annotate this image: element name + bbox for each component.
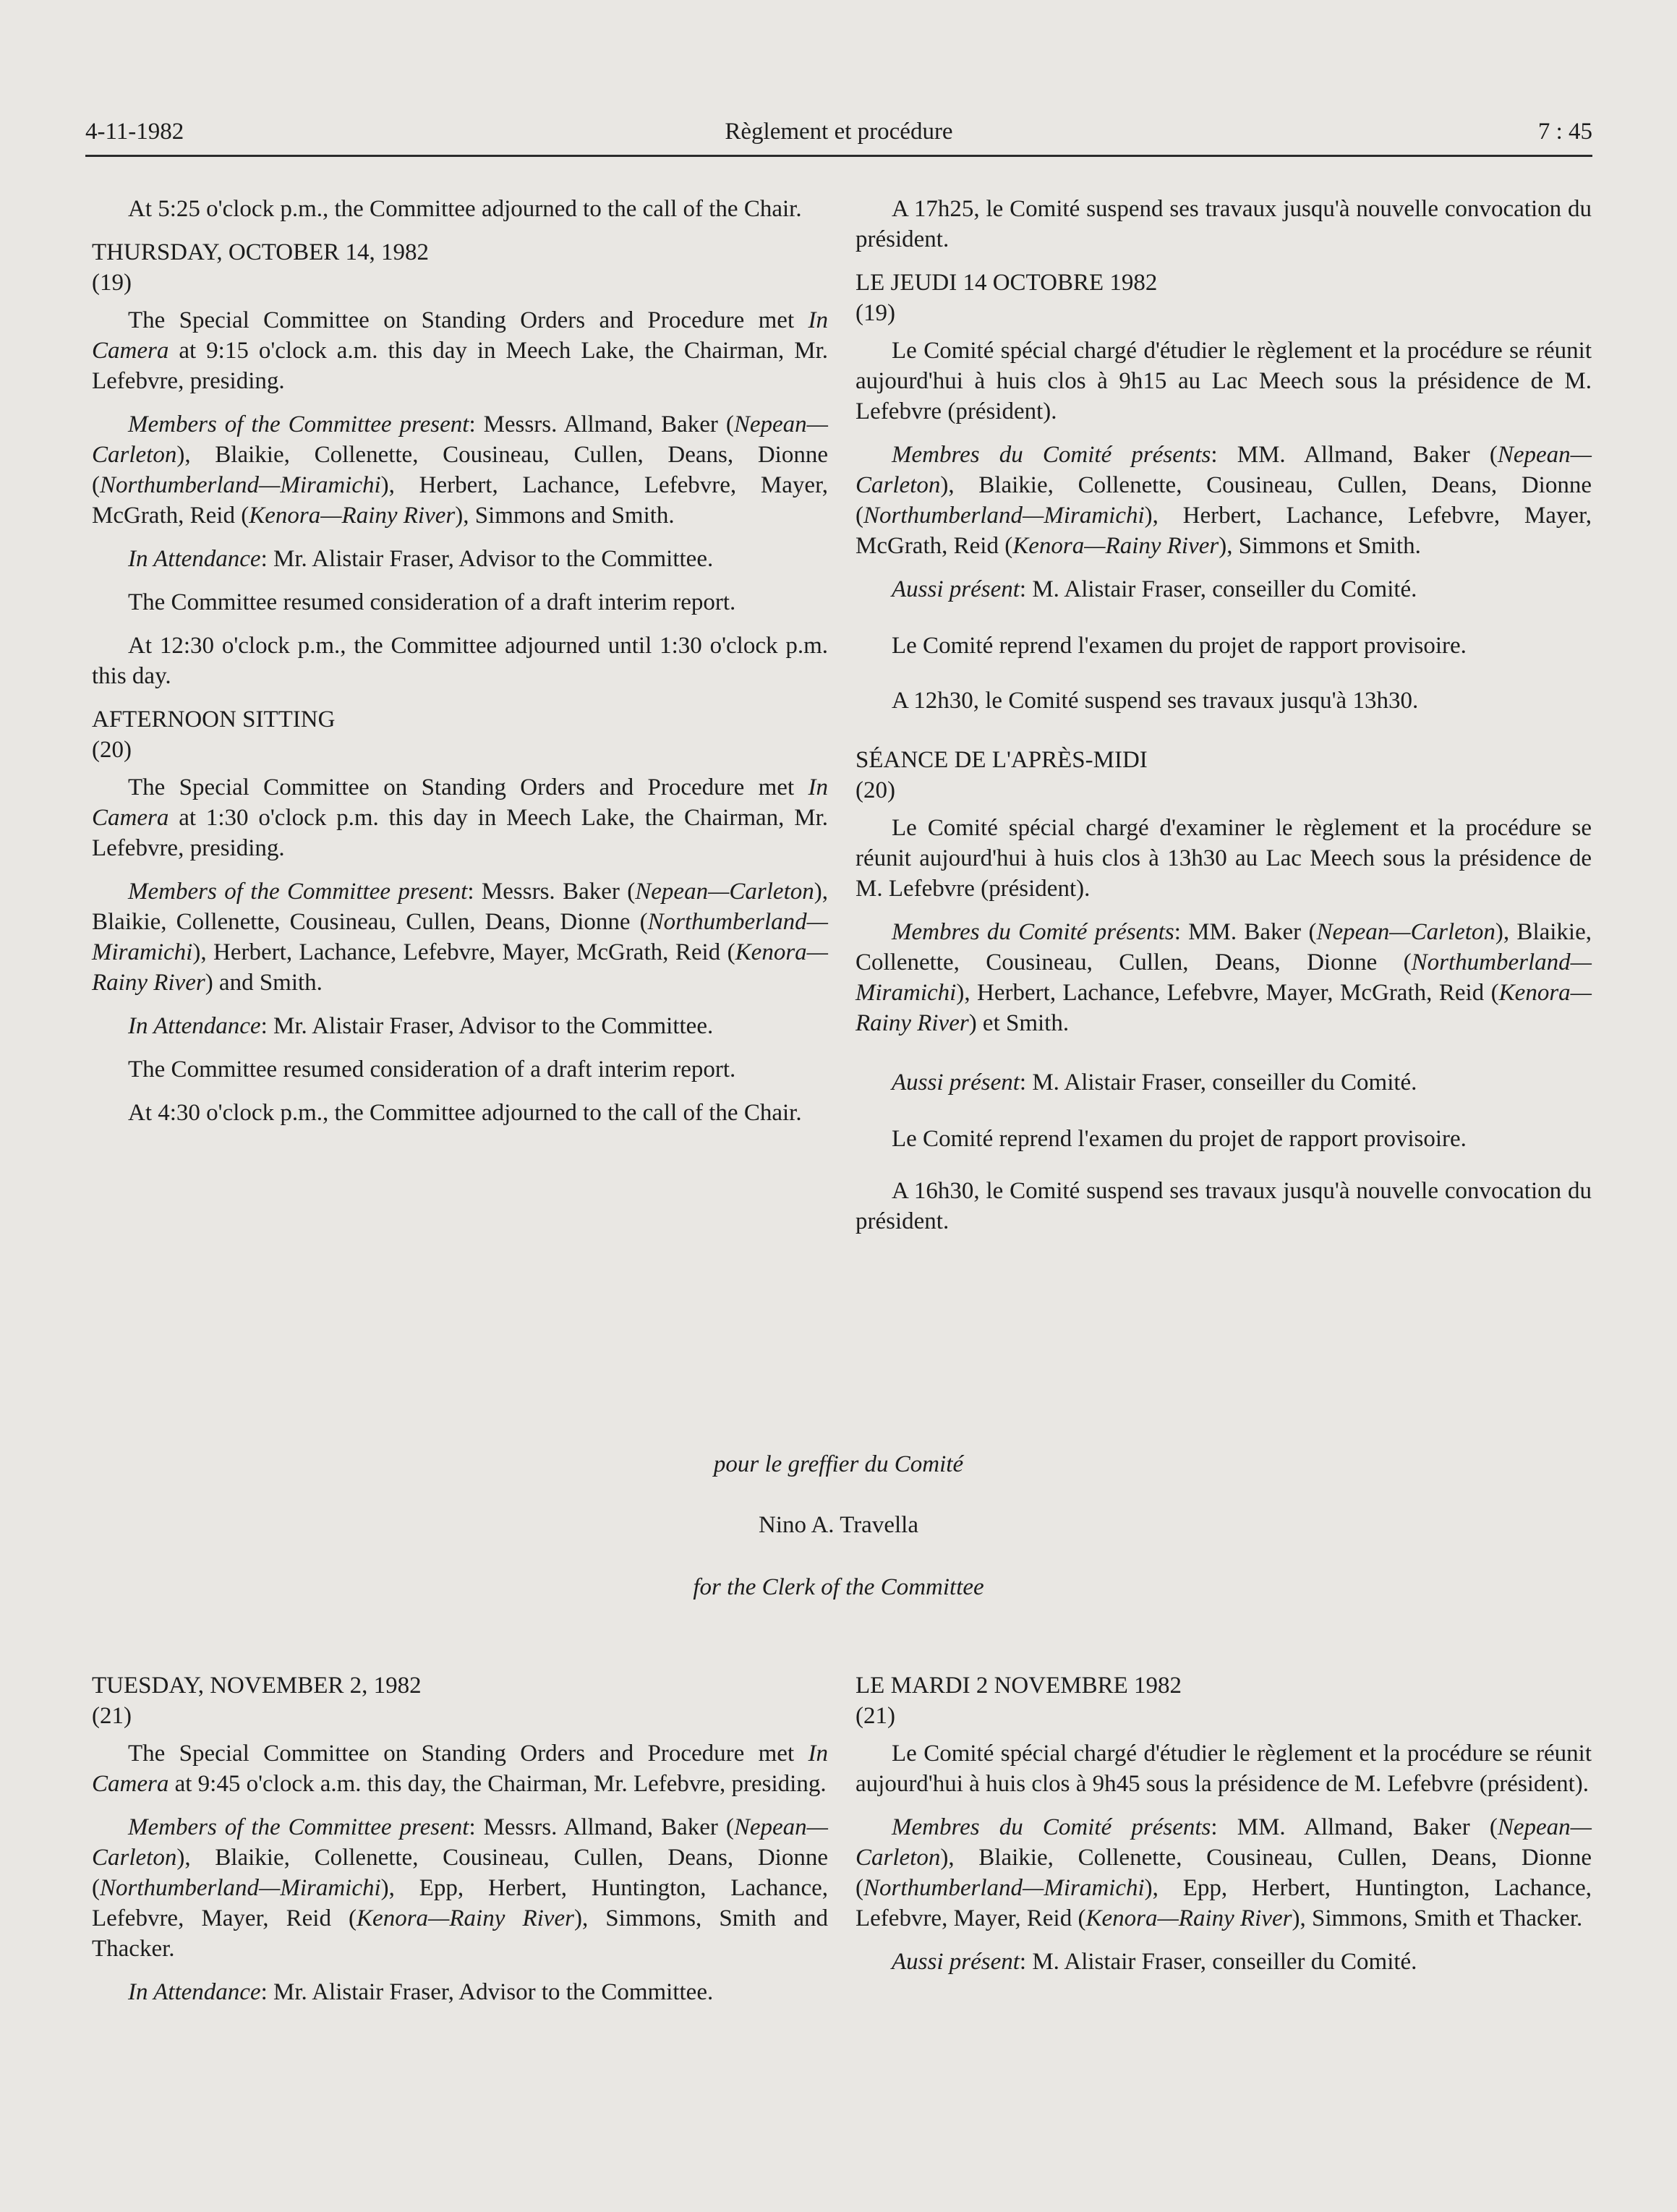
- meeting-paragraph: Le Comité spécial chargé d'étudier le règlement et la procédure se réunit aujourd'hui à huis clos à 9h15 au Lac Meech sous la présidence de M. Lefebvre (président).: [855, 338, 1592, 424]
- sitting-heading: TUESDAY, NOVEMBER 2, 1982: [92, 1673, 422, 1699]
- english-column-top: [92, 194, 828, 1141]
- header-page-number: 7 : 45: [1537, 119, 1592, 145]
- attendance-paragraph: Aussi présent: M. Alistair Fraser, conseiller du Comité.: [892, 1069, 1417, 1096]
- signature-french-role: pour le greffier du Comité: [713, 1451, 964, 1477]
- signature-english-role: for the Clerk of the Committee: [693, 1574, 984, 1600]
- adjournment-paragraph: A 17h25, le Comité suspend ses travaux jusqu'à nouvelle convocation du président.: [855, 196, 1592, 252]
- resumed-paragraph: The Committee resumed consideration of a draft interim report.: [128, 1056, 736, 1082]
- attendance-paragraph: Aussi présent: M. Alistair Fraser, conseiller du Comité.: [892, 1949, 1417, 1975]
- meeting-paragraph: Le Comité spécial chargé d'examiner le règlement et la procédure se réunit aujourd'hui à huis clos à 13h30 au Lac Meech sous la présidence de M. Lefebvre (président).: [855, 815, 1592, 902]
- attendance-paragraph: In Attendance: Mr. Alistair Fraser, Advisor to the Committee.: [128, 1013, 714, 1039]
- resumed-paragraph: Le Comité reprend l'examen du projet de rapport provisoire.: [892, 633, 1467, 659]
- attendance-paragraph: In Attendance: Mr. Alistair Fraser, Advisor to the Committee.: [128, 546, 714, 572]
- adjournment-paragraph: A 12h30, le Comité suspend ses travaux jusqu'à 13h30.: [892, 688, 1419, 714]
- sitting-heading: THURSDAY, OCTOBER 14, 1982: [92, 239, 430, 265]
- sitting-heading: SÉANCE DE L'APRÈS-MIDI: [855, 747, 1148, 773]
- meeting-paragraph: The Special Committee on Standing Orders and Procedure met In Camera at 9:15 o'clock a.m. this day in Meech Lake, the Chairman, Mr. Lefebvre, presiding.: [92, 307, 828, 394]
- adjournment-paragraph: At 12:30 o'clock p.m., the Committee adjourned until 1:30 o'clock p.m. this day.: [92, 633, 828, 689]
- attendance-paragraph: In Attendance: Mr. Alistair Fraser, Advisor to the Committee.: [128, 1979, 714, 2005]
- members-paragraph: Membres du Comité présents: MM. Allmand, Baker (Nepean—Carleton), Blaikie, Collenette, Cousineau, Cullen, Deans, Dionne (Northumberland—Miramichi), Epp, Herbert, Huntington, Lachance, Lefebvre, Mayer, Reid (Kenora—Rainy River), Simmons, Smith et Thacker.: [855, 1814, 1592, 1931]
- sitting-number: (19): [855, 300, 895, 326]
- adjournment-paragraph: At 4:30 o'clock p.m., the Committee adjourned to the call of the Chair.: [128, 1100, 802, 1126]
- sitting-number: (21): [855, 1703, 895, 1729]
- meeting-paragraph: Le Comité spécial chargé d'étudier le règlement et la procédure se réunit aujourd'hui à huis clos à 9h45 sous la présidence de M. Lefebvre (président).: [855, 1741, 1592, 1797]
- signature-name: Nino A. Travella: [759, 1512, 918, 1538]
- meeting-paragraph: The Special Committee on Standing Orders and Procedure met In Camera at 1:30 o'clock p.m. this day in Meech Lake, the Chairman, Mr. Lefebvre, presiding.: [92, 774, 828, 861]
- members-paragraph: Membres du Comité présents: MM. Baker (Nepean—Carleton), Blaikie, Collenette, Cousineau, Cullen, Deans, Dionne (Northumberland—Miramichi), Herbert, Lachance, Lefebvre, Mayer, McGrath, Reid (Kenora—Rainy River) et Smith.: [855, 919, 1592, 1036]
- french-column-bottom: [855, 1670, 1592, 1990]
- sitting-number: (19): [92, 270, 132, 296]
- members-paragraph: Members of the Committee present: Messrs. Allmand, Baker (Nepean—Carleton), Blaikie, Collenette, Cousineau, Cullen, Deans, Dionne (Northumberland—Miramichi), Herbert, Lachance, Lefebvre, Mayer, McGrath, Reid (Kenora—Rainy River), Simmons and Smith.: [92, 411, 828, 529]
- french-column-top: [855, 194, 1592, 1250]
- adjournment-paragraph: A 16h30, le Comité suspend ses travaux jusqu'à nouvelle convocation du président.: [855, 1178, 1592, 1234]
- sitting-number: (21): [92, 1703, 132, 1729]
- sitting-heading: LE JEUDI 14 OCTOBRE 1982: [855, 270, 1158, 296]
- attendance-paragraph: Aussi présent: M. Alistair Fraser, conseiller du Comité.: [892, 576, 1417, 602]
- running-header: [85, 117, 1592, 157]
- english-column-bottom: [92, 1670, 828, 2020]
- sitting-number: (20): [92, 737, 132, 763]
- meeting-paragraph: The Special Committee on Standing Orders and Procedure met In Camera at 9:45 o'clock a.m. this day, the Chairman, Mr. Lefebvre, presiding.: [92, 1741, 828, 1797]
- sitting-heading: LE MARDI 2 NOVEMBRE 1982: [855, 1673, 1182, 1699]
- members-paragraph: Members of the Committee present: Messrs. Baker (Nepean—Carleton), Blaikie, Collenette, Cousineau, Cullen, Deans, Dionne (Northumberland—Miramichi), Herbert, Lachance, Lefebvre, Mayer, McGrath, Reid (Kenora—Rainy River) and Smith.: [92, 879, 828, 996]
- members-paragraph: Members of the Committee present: Messrs. Allmand, Baker (Nepean—Carleton), Blaikie, Collenette, Cousineau, Cullen, Deans, Dionne (Northumberland—Miramichi), Epp, Herbert, Huntington, Lachance, Lefebvre, Mayer, Reid (Kenora—Rainy River), Simmons, Smith and Thacker.: [92, 1814, 828, 1962]
- resumed-paragraph: Le Comité reprend l'examen du projet de rapport provisoire.: [892, 1126, 1467, 1152]
- header-title: Règlement et procédure: [725, 119, 953, 145]
- sitting-number: (20): [855, 777, 895, 803]
- resumed-paragraph: The Committee resumed consideration of a draft interim report.: [128, 589, 736, 615]
- header-date: 4-11-1982: [85, 119, 184, 145]
- members-paragraph: Membres du Comité présents: MM. Allmand, Baker (Nepean—Carleton), Blaikie, Collenette, Cousineau, Cullen, Deans, Dionne (Northumberland—Miramichi), Herbert, Lachance, Lefebvre, Mayer, McGrath, Reid (Kenora—Rainy River), Simmons et Smith.: [855, 442, 1592, 559]
- sitting-heading: AFTERNOON SITTING: [92, 706, 336, 733]
- adjournment-paragraph: At 5:25 o'clock p.m., the Committee adjourned to the call of the Chair.: [128, 196, 802, 222]
